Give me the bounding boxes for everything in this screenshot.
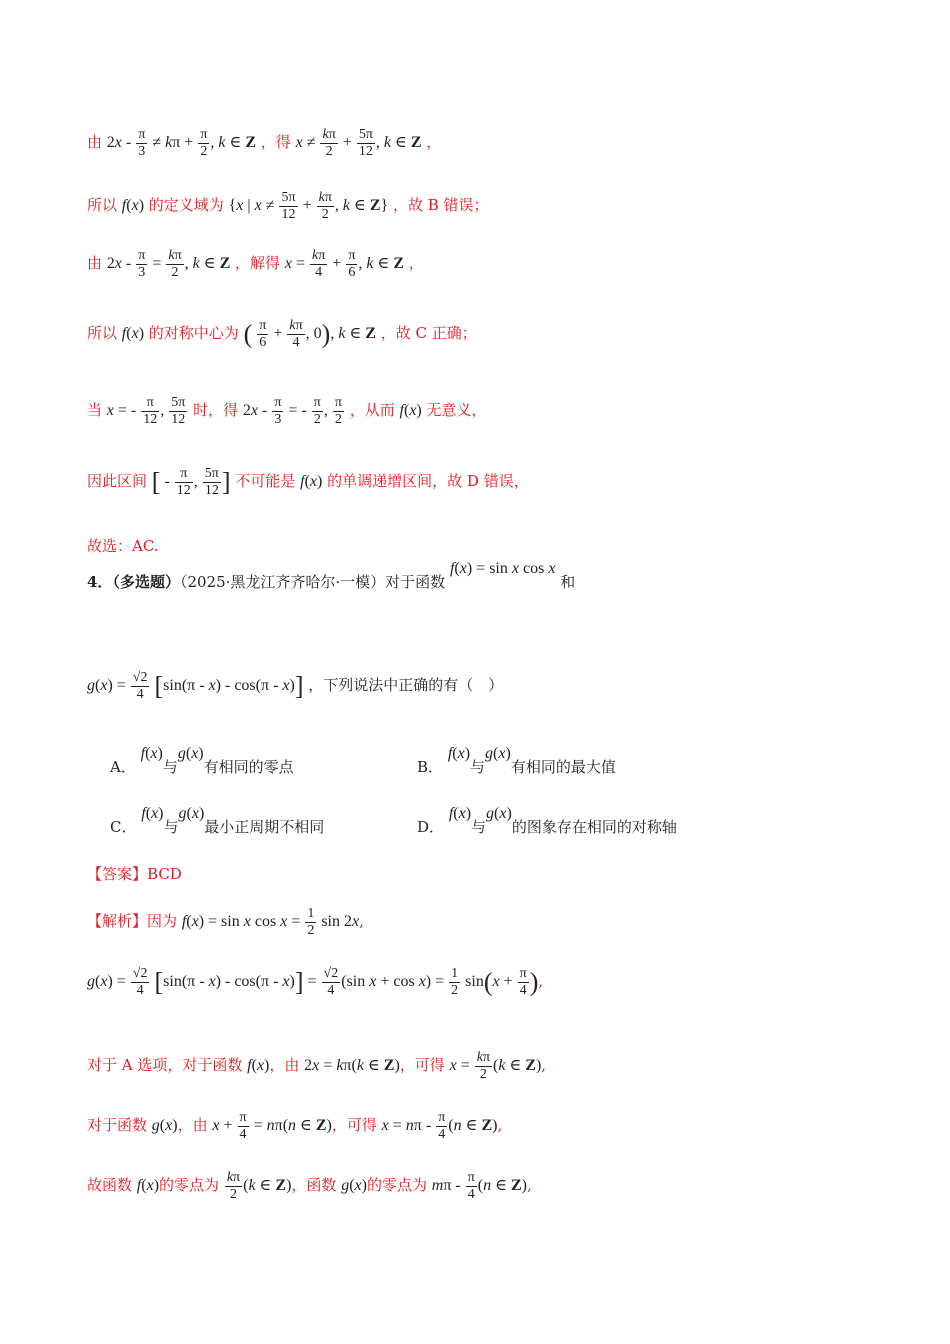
math-expr: g(x): [151, 1117, 178, 1135]
option-text: 有相同的最大值: [510, 758, 616, 776]
solution-line-6: [87, 466, 529, 499]
option-letter: B．: [417, 758, 444, 776]
line-suffix: 无意义，: [426, 401, 487, 420]
option-with: 与: [162, 758, 178, 776]
line-prefix: 由: [87, 133, 103, 152]
option-with: 与: [163, 818, 179, 836]
line-suffix: ，故 C 正确；: [380, 324, 477, 343]
question-source: （2025·黑龙江齐齐哈尔·一模）对于函数: [179, 573, 446, 591]
option-c: [110, 805, 325, 838]
math-expr: f(x): [247, 1057, 270, 1075]
text: ，可得: [399, 1056, 445, 1075]
solution-line-5: [87, 395, 487, 428]
line-suffix: ，: [408, 254, 424, 273]
math-expr: g(x): [341, 1177, 367, 1195]
text: ，由: [269, 1056, 300, 1075]
option-b: [417, 745, 616, 778]
math-expr: g(x): [177, 745, 204, 762]
option-letter: D．: [417, 818, 445, 836]
question-ask: ，下列说法中正确的有（ ）: [308, 676, 504, 695]
solution-line-7: [87, 536, 159, 556]
line-prefix: 所以: [87, 196, 118, 215]
line-prefix: 由: [87, 254, 103, 273]
option-with: 与: [471, 818, 487, 836]
answer-line: [87, 864, 182, 884]
line-mid: ，解得: [235, 254, 281, 273]
math-expr: f(x): [136, 1177, 160, 1195]
math-expr: 2x - $\frac{\pi}{3}$ = $\frac{k\pi}{2}$ , k ∈ Z: [106, 248, 231, 280]
final-choice: 故选：AC.: [87, 537, 159, 555]
math-expr: 2x - $\frac{\pi}{3}$ = - $\frac{\pi}{2}$ , $\frac{\pi}{2}$: [242, 395, 342, 427]
math-expr: 2x - $\frac{\pi}{3}$ ≠ kπ + $\frac{\pi}{2}$ , k ∈ Z: [106, 127, 257, 159]
option-text: 最小正周期不相同: [204, 818, 325, 836]
solution-line-4: [87, 318, 477, 351]
option-text: 有相同的零点: [203, 758, 294, 776]
option-text: 的图象存在相同的对称轴: [511, 818, 677, 836]
line-mid: 的定义域为: [148, 196, 224, 215]
line-suffix: ，: [426, 133, 442, 152]
math-expr: x = nπ - $\frac{\pi}{4}$ (n ∈ Z): [381, 1110, 498, 1142]
math-expr: x = - $\frac{\pi}{12}$ , $\frac{5\pi}{12}$: [106, 395, 186, 427]
analysis-line-c: 故函数 f(x)的零点为 $\frac{k\pi}{2}$ (k ∈ Z)，函数 g(x)的零点为 mπ - $\frac{\pi}{4}$ (n ∈ Z),: [87, 1170, 532, 1202]
line-prefix: 因此区间: [87, 472, 148, 491]
answer-value: BCD: [147, 865, 182, 883]
text: 对于 A 选项，对于函数: [87, 1056, 243, 1075]
line-prefix: 当: [87, 401, 103, 420]
solution-line-3: [87, 248, 424, 281]
question-type: （多选题）: [112, 573, 180, 591]
text: 故函数: [87, 1176, 133, 1195]
solution-line-2: [87, 190, 489, 223]
math-expr: g(x): [486, 805, 512, 822]
text: 对于函数: [87, 1116, 148, 1135]
math-expr: f(x): [300, 473, 323, 491]
analysis-label: 【解析】: [87, 912, 148, 931]
question-number: 4．: [87, 573, 113, 591]
text: 的零点为: [159, 1176, 220, 1195]
line-suffix: ，故 B 错误；: [392, 196, 489, 215]
math-expr: x = $\frac{k\pi}{4}$ + $\frac{\pi}{6}$ , k ∈ Z: [284, 248, 405, 280]
math-expr: f(x) = sin x cos x = $\frac{1}{2}$ sin 2x: [181, 906, 360, 938]
solution-line-1: [87, 127, 441, 160]
line-prefix: 所以: [87, 324, 118, 343]
analysis-line-b: 对于函数 g(x)，由 x + $\frac{\pi}{4}$ = nπ(n ∈ Z)，可得 x = nπ - $\frac{\pi}{4}$ (n ∈ Z),: [87, 1110, 503, 1142]
math-expr: x ≠ $\frac{k\pi}{2}$ + $\frac{5\pi}{12}$ , k ∈ Z: [295, 127, 422, 159]
analysis-line-2: g(x) = $\frac{√2}{4}$ [sin(π - x) - cos(π - x)] = $\frac{√2}{4}$ (sin x + cos x) = $\frac{1}{2}$ sin(x + $\frac{\pi}{4}$ ),: [87, 966, 544, 998]
math-expr: g(x) = $\frac{√2}{4}$ [sin(π - x) - cos(π - x)] = $\frac{√2}{4}$ (sin x + cos x) = $\frac{1}{2}$ sin(x + $\frac{\pi}{4}$ ): [87, 966, 539, 998]
text: ，由: [177, 1116, 208, 1135]
question-header: [87, 560, 576, 593]
question-gx-line: [87, 670, 503, 703]
line-mid: 时，得: [193, 401, 239, 420]
math-expr: f(x): [121, 325, 145, 343]
math-expr: g(x) = $\frac{√2}{4}$ [sin(π - x) - cos(π - x)]: [87, 670, 304, 702]
text: ，可得: [331, 1116, 377, 1135]
option-letter: C．: [110, 818, 137, 836]
math-expr: f(x): [399, 402, 422, 420]
math-expr: f(x): [448, 805, 472, 822]
line-mid: ，得: [260, 133, 291, 152]
math-expr: $\frac{k\pi}{2}$ (k ∈ Z): [226, 1170, 292, 1202]
option-with: 与: [470, 758, 486, 776]
math-expr: x = $\frac{k\pi}{2}$ (k ∈ Z): [449, 1050, 542, 1082]
math-expr: f(x): [121, 197, 145, 215]
analysis-lead: 因为: [147, 912, 178, 931]
text: 的零点为: [366, 1176, 427, 1195]
option-a: [110, 745, 294, 778]
option-letter: A．: [110, 758, 136, 776]
math-expr: g(x): [485, 745, 511, 762]
math-expr: mπ - $\frac{\pi}{4}$ (n ∈ Z): [431, 1170, 527, 1202]
line-suffix: 的单调递增区间，故 D 错误，: [327, 472, 529, 491]
line-mid: ，从而: [349, 401, 395, 420]
math-expr: f(x) = sin x cos x: [449, 560, 556, 577]
math-expr: g(x): [178, 805, 205, 822]
option-d: [417, 805, 677, 838]
analysis-line-a: 对于 A 选项，对于函数 f(x)，由 2x = kπ(k ∈ Z)，可得 x = $\frac{k\pi}{2}$ (k ∈ Z),: [87, 1050, 547, 1082]
math-expr: x + $\frac{\pi}{4}$ = nπ(n ∈ Z): [212, 1110, 332, 1142]
math-expr: ( $\frac{\pi}{6}$ + $\frac{k\pi}{4}$ , 0), k ∈ Z: [243, 318, 376, 350]
math-expr: f(x): [140, 745, 163, 762]
math-expr: {x | x ≠ $\frac{5\pi}{12}$ + $\frac{k\pi}{2}$ , k ∈ Z}: [228, 190, 389, 222]
answer-label: 【答案】: [87, 865, 148, 883]
math-expr: f(x): [141, 805, 164, 822]
line-mid: 的对称中心为: [148, 324, 239, 343]
math-expr: 2x = kπ(k ∈ Z): [304, 1057, 400, 1075]
math-expr: [ - $\frac{\pi}{12}$ , $\frac{5\pi}{12}$ ]: [151, 466, 231, 498]
analysis-line-1: 【解析】因为 f(x) = sin x cos x = $\frac{1}{2}$ sin 2x,: [87, 906, 364, 938]
math-expr: f(x): [447, 745, 471, 762]
text: ，函数: [291, 1176, 337, 1195]
question-and: 和: [560, 573, 576, 591]
line-mid: 不可能是: [235, 472, 296, 491]
